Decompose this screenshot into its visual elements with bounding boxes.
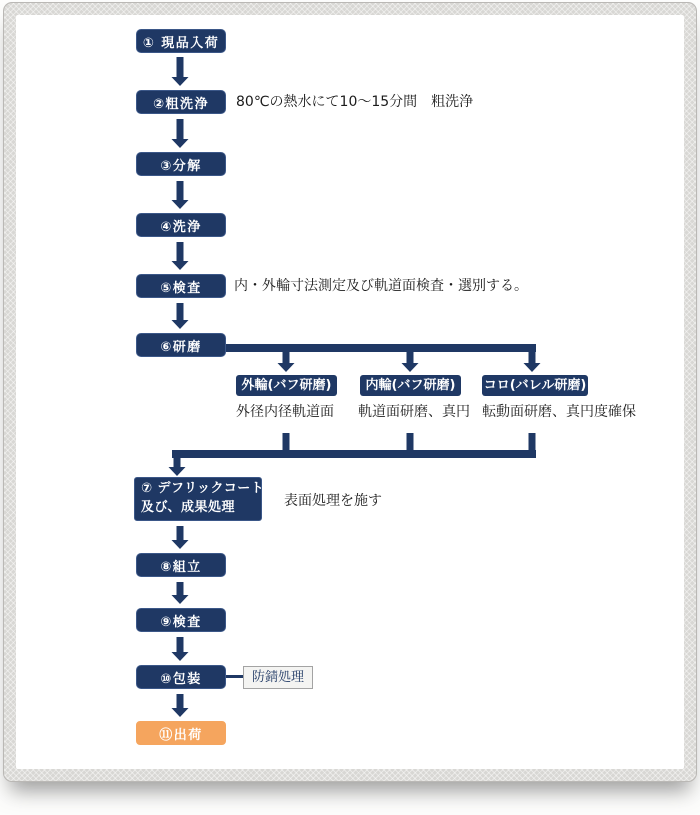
side-note-rust-prevention: 防錆処理: [243, 666, 313, 689]
step-box-7-line2: 及び、成果処理: [141, 500, 235, 515]
branch-desc-inner-ring: 軌道面研磨、真円: [358, 404, 470, 420]
step-box-4-washing: ④洗浄: [136, 213, 226, 237]
branch-desc-roller: 転動面研磨、真円度確保: [482, 404, 636, 420]
annotation-surface-treatment: 表面処理を施す: [284, 493, 382, 509]
step-box-11-shipping: ⑪出荷: [136, 721, 226, 745]
branch-tag-roller: コロ(バレル研磨): [482, 375, 588, 396]
branch-tag-outer-ring: 外輪(バフ研磨): [236, 375, 337, 396]
step-box-7-coating: [134, 477, 265, 521]
step-box-1-arrival: ① 現品入荷: [136, 29, 226, 53]
annotation-inspection: 内・外輪寸法測定及び軌道面検査・選別する。: [234, 278, 528, 294]
annotation-rough-wash: 80℃の熱水にて10〜15分間 粗洗浄: [236, 94, 474, 110]
step-box-10-packaging: ⑩包装: [136, 665, 226, 689]
step-box-2-rough-wash: ②粗洗浄: [136, 90, 226, 114]
step-box-9-inspection: ⑨検査: [136, 608, 226, 632]
step-box-8-assembly: ⑧組立: [136, 553, 226, 577]
step-box-6-grinding: ⑥研磨: [136, 333, 226, 357]
branch-desc-outer-ring: 外径内径軌道面: [236, 404, 334, 420]
step-box-5-inspection: ⑤検査: [136, 274, 226, 298]
branch-tag-inner-ring: 内輪(バフ研磨): [360, 375, 461, 396]
step-box-3-disassembly: ③分解: [136, 152, 226, 176]
step-box-7-line1: ⑦ デフリックコート: [141, 481, 265, 497]
